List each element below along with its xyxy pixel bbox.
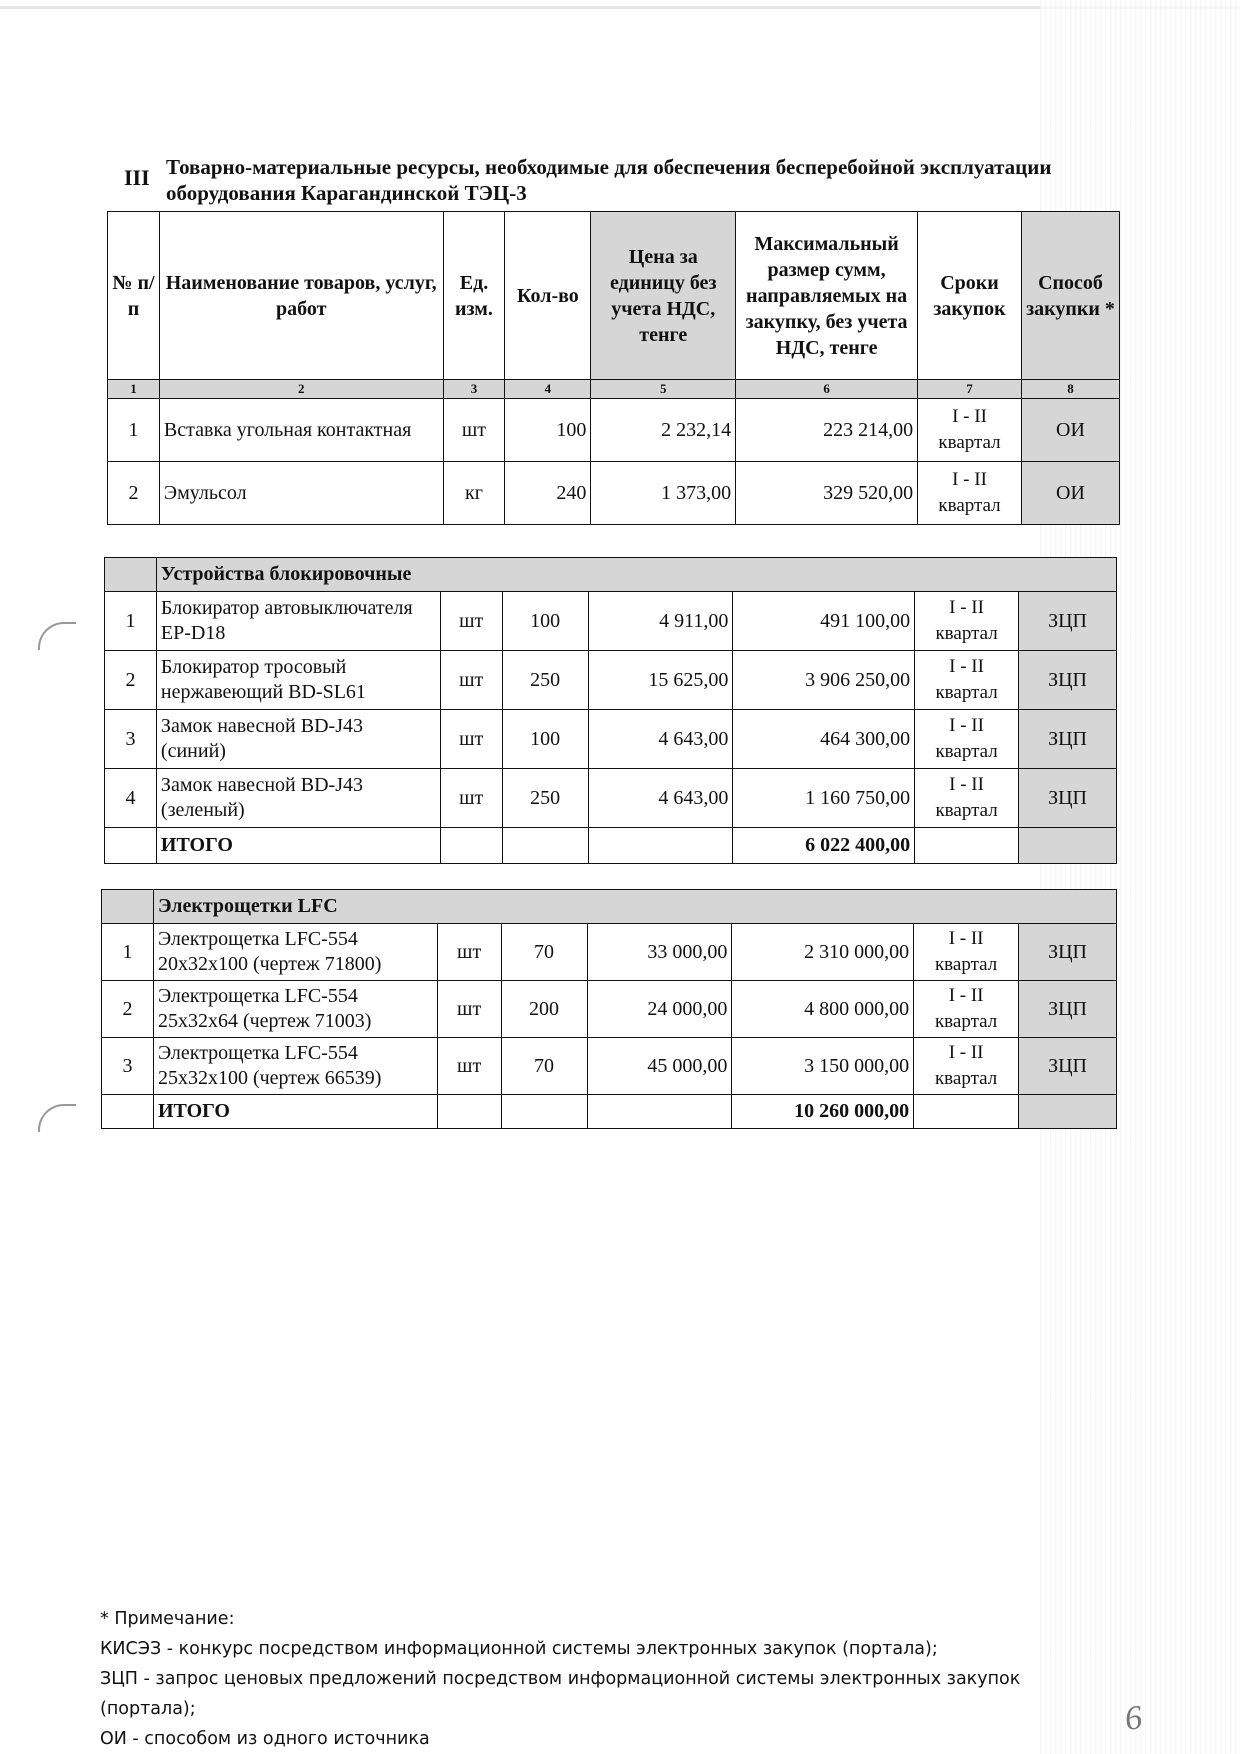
- row-price: 45 000,00: [587, 1038, 732, 1095]
- column-number: 6: [736, 380, 918, 399]
- main-table: [107, 211, 1120, 525]
- section-title: Товарно-материальные ресурсы, необходимые для обеспечения бесперебойной эксплуатации оборудования Карагандинской ТЭЦ-3: [166, 155, 1052, 205]
- table-row: [105, 651, 1117, 710]
- row-method: ОИ: [1021, 462, 1119, 525]
- row-term: [918, 399, 1022, 462]
- row-sum: 223 214,00: [736, 399, 918, 462]
- row-num: 1: [102, 924, 154, 981]
- table-row: [102, 924, 1117, 981]
- term-unit: квартал: [934, 1011, 998, 1032]
- row-method: ЗЦП: [1019, 592, 1117, 651]
- row-term: [918, 462, 1022, 525]
- row-method: ЗЦП: [1019, 924, 1117, 981]
- row-sum: 4 800 000,00: [732, 981, 914, 1038]
- row-sum: 1 160 750,00: [733, 769, 915, 828]
- row-num: 3: [105, 710, 157, 769]
- footnote-line: ЗЦП - запрос ценовых предложений посредством информационной системы электронных закупок (портала);: [100, 1669, 1021, 1719]
- row-term: [915, 710, 1019, 769]
- footnote-heading: * Примечание:: [100, 1609, 235, 1629]
- row-unit: шт: [443, 399, 505, 462]
- table-row: [108, 462, 1120, 525]
- row-price: 1 373,00: [591, 462, 736, 525]
- row-price: 4 643,00: [588, 769, 733, 828]
- term-range: I - II: [949, 774, 984, 795]
- table-row: [102, 1038, 1117, 1095]
- table-row: [105, 592, 1117, 651]
- term-range: I - II: [948, 985, 984, 1006]
- row-num: 3: [102, 1038, 154, 1095]
- term-unit: квартал: [934, 954, 998, 975]
- term-range: I - II: [949, 656, 984, 677]
- column-number: 5: [591, 380, 736, 399]
- row-method: ЗЦП: [1019, 769, 1117, 828]
- row-name: [153, 981, 437, 1038]
- row-num: 2: [108, 462, 160, 525]
- total-sum: 6 022 400,00: [733, 828, 915, 864]
- row-name-line1: Замок навесной BD-J43: [160, 715, 363, 737]
- row-term: [915, 769, 1019, 828]
- column-number: 3: [443, 380, 505, 399]
- row-name-line2: нержавеющий BD-SL61: [160, 681, 366, 703]
- term-range: I - II: [952, 469, 987, 490]
- term-unit: квартал: [935, 623, 998, 644]
- total-label: ИТОГО: [156, 828, 440, 864]
- row-price: 4 643,00: [588, 710, 733, 769]
- row-unit: шт: [437, 1038, 501, 1095]
- term-unit: квартал: [935, 682, 998, 703]
- row-unit: шт: [440, 710, 502, 769]
- row-unit: шт: [437, 981, 501, 1038]
- row-price: 4 911,00: [588, 592, 733, 651]
- row-qty: 250: [502, 651, 588, 710]
- row-name-line1: Замок навесной BD-J43: [160, 774, 363, 796]
- table-row: [102, 981, 1117, 1038]
- term-unit: квартал: [938, 495, 1001, 516]
- row-term: [915, 651, 1019, 710]
- row-qty: 70: [501, 924, 587, 981]
- term-range: I - II: [952, 406, 987, 427]
- row-num: 1: [108, 399, 160, 462]
- row-unit: шт: [440, 592, 502, 651]
- footnote-line: ОИ - способом из одного источника: [100, 1729, 430, 1749]
- row-unit: шт: [437, 924, 501, 981]
- row-name-line2: EP-D18: [160, 622, 226, 644]
- column-number-row: [108, 380, 1120, 399]
- row-num: 4: [105, 769, 157, 828]
- brushes-table: [101, 889, 1117, 1129]
- row-term: [914, 1038, 1019, 1095]
- row-qty: 70: [501, 1038, 587, 1095]
- column-number: 2: [159, 380, 443, 399]
- row-method: ЗЦП: [1019, 651, 1117, 710]
- row-name-line2: (зеленый): [160, 799, 245, 821]
- row-qty: 200: [501, 981, 587, 1038]
- row-method: ЗЦП: [1019, 710, 1117, 769]
- row-term: [914, 981, 1019, 1038]
- header-num: № п/п: [108, 212, 160, 380]
- term-unit: квартал: [938, 432, 1001, 453]
- row-qty: 100: [505, 399, 591, 462]
- total-row: [102, 1095, 1117, 1129]
- row-method: ЗЦП: [1019, 1038, 1117, 1095]
- row-name-line2: 25х32х64 (чертеж 71003): [157, 1010, 372, 1032]
- row-unit: кг: [443, 462, 505, 525]
- row-sum: 329 520,00: [736, 462, 918, 525]
- group-title-row: [105, 558, 1117, 592]
- group-title: Электрощетки LFC: [153, 890, 1116, 924]
- punch-hole-mark: [38, 622, 76, 650]
- row-num: 1: [105, 592, 157, 651]
- row-name: [156, 710, 440, 769]
- row-qty: 240: [505, 462, 591, 525]
- row-name: [156, 651, 440, 710]
- group-title: Устройства блокировочные: [156, 558, 1116, 592]
- header-max-sum: Максимальный размер сумм, направляемых на закупку, без учета НДС, тенге: [736, 212, 918, 380]
- handwritten-page-number: 6: [1122, 1699, 1145, 1739]
- footnote-line: КИСЭЗ - конкурс посредством информационной системы электронных закупок (портала);: [100, 1639, 938, 1659]
- header-terms: Сроки закупок: [918, 212, 1022, 380]
- row-num: 2: [102, 981, 154, 1038]
- row-name: Эмульсол: [159, 462, 443, 525]
- table-row: [105, 769, 1117, 828]
- row-price: 33 000,00: [587, 924, 732, 981]
- term-range: I - II: [948, 1042, 984, 1063]
- row-price: 2 232,14: [591, 399, 736, 462]
- header-price: Цена за единицу без учета НДС, тенге: [591, 212, 736, 380]
- row-name: [153, 1038, 437, 1095]
- column-number: 8: [1021, 380, 1119, 399]
- column-number: 1: [108, 380, 160, 399]
- total-row: [105, 828, 1117, 864]
- group-title-row: [102, 890, 1117, 924]
- term-unit: квартал: [935, 800, 998, 821]
- header-qty: Кол-во: [505, 212, 591, 380]
- row-num: 2: [105, 651, 157, 710]
- row-method: ЗЦП: [1019, 981, 1117, 1038]
- row-name-line2: 20х32х100 (чертеж 71800): [157, 953, 382, 975]
- row-name-line2: 25х32х100 (чертеж 66539): [157, 1067, 382, 1089]
- row-name: Вставка угольная контактная: [159, 399, 443, 462]
- header-unit: Ед. изм.: [443, 212, 505, 380]
- header-method: Способ закупки *: [1021, 212, 1119, 380]
- row-name: [153, 924, 437, 981]
- row-sum: 3 150 000,00: [732, 1038, 914, 1095]
- row-qty: 100: [502, 592, 588, 651]
- total-label: ИТОГО: [153, 1095, 437, 1129]
- row-price: 15 625,00: [588, 651, 733, 710]
- row-name: [156, 592, 440, 651]
- row-name-line1: Блокиратор тросовый: [160, 656, 347, 678]
- row-sum: 491 100,00: [733, 592, 915, 651]
- row-name-line1: Электрощетка LFC-554: [157, 985, 358, 1007]
- row-name-line1: Блокиратор автовыключателя: [160, 597, 413, 619]
- column-number: 4: [505, 380, 591, 399]
- table-row: [105, 710, 1117, 769]
- term-unit: квартал: [934, 1068, 998, 1089]
- row-price: 24 000,00: [587, 981, 732, 1038]
- row-term: [914, 924, 1019, 981]
- row-method: ОИ: [1021, 399, 1119, 462]
- row-qty: 250: [502, 769, 588, 828]
- row-unit: шт: [440, 651, 502, 710]
- term-range: I - II: [948, 928, 984, 949]
- row-term: [915, 592, 1019, 651]
- section-number: III: [124, 165, 150, 190]
- row-unit: шт: [440, 769, 502, 828]
- punch-hole-mark: [38, 1104, 76, 1132]
- total-sum: 10 260 000,00: [732, 1095, 914, 1129]
- row-sum: 2 310 000,00: [732, 924, 914, 981]
- row-sum: 3 906 250,00: [733, 651, 915, 710]
- term-range: I - II: [949, 597, 984, 618]
- row-name-line2: (синий): [160, 740, 226, 762]
- footnote: [100, 1604, 1090, 1754]
- row-name-line1: Электрощетка LFC-554: [157, 928, 358, 950]
- row-name-line1: Электрощетка LFC-554: [157, 1042, 358, 1064]
- table-row: [108, 399, 1120, 462]
- header-name: Наименование товаров, услуг, работ: [159, 212, 443, 380]
- locking-devices-table: [104, 557, 1117, 864]
- column-number: 7: [918, 380, 1022, 399]
- row-qty: 100: [502, 710, 588, 769]
- row-name: [156, 769, 440, 828]
- term-range: I - II: [949, 715, 984, 736]
- table-header-row: [108, 212, 1120, 380]
- term-unit: квартал: [935, 741, 998, 762]
- row-sum: 464 300,00: [733, 710, 915, 769]
